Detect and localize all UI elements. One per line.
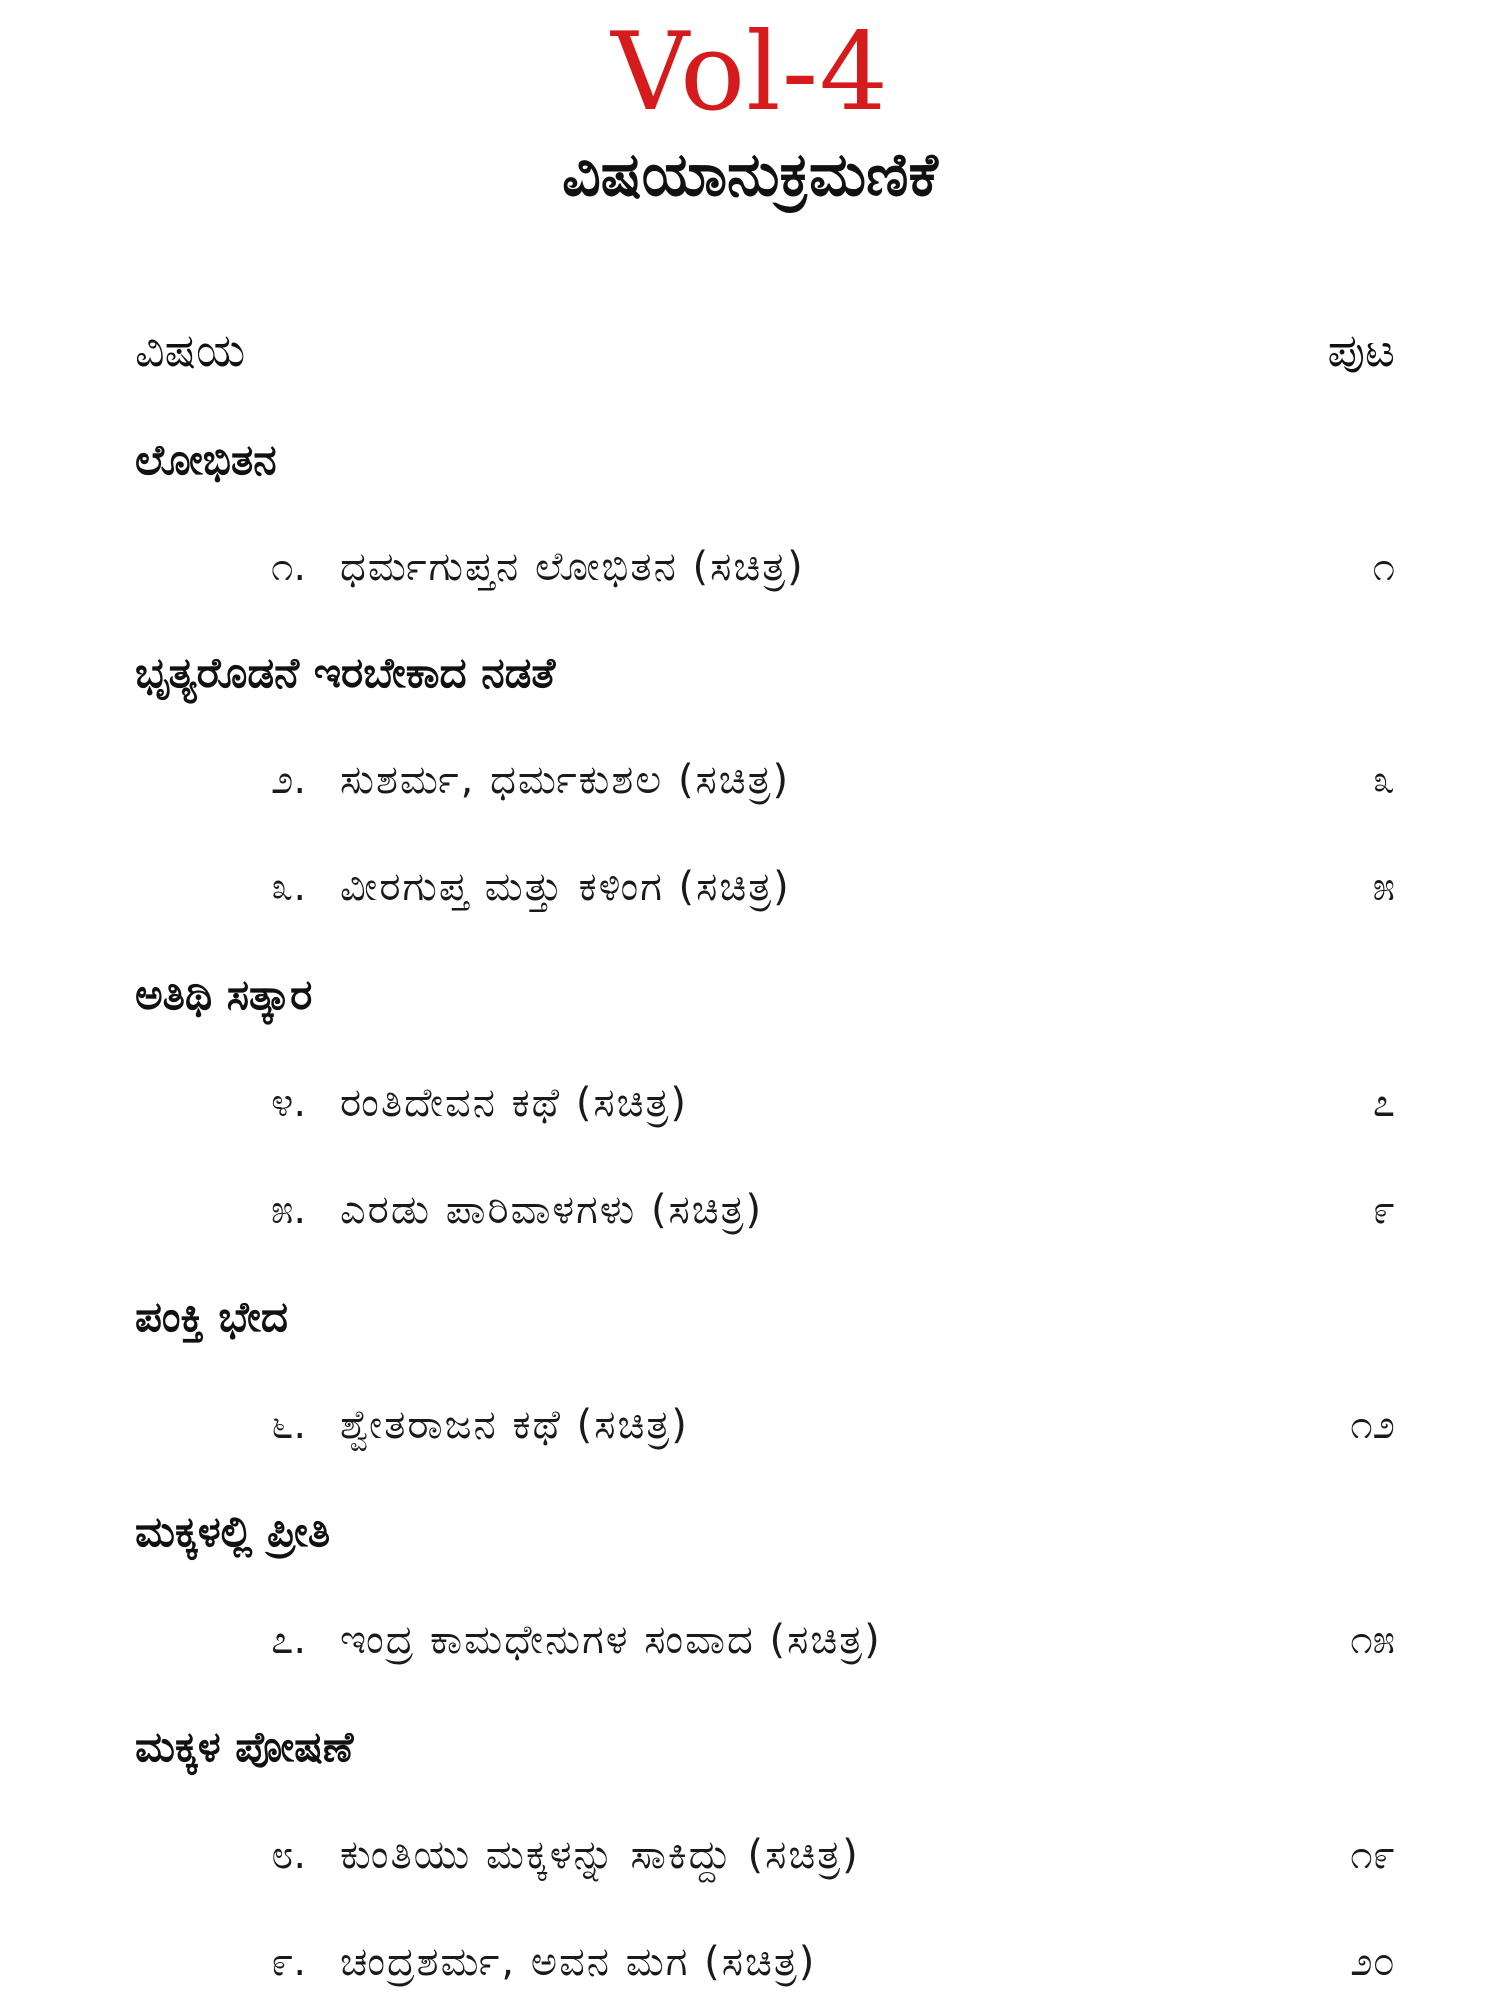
page-column-header: ಪುಟ — [1327, 323, 1395, 377]
toc-entry[interactable] — [135, 1927, 1395, 1997]
entry-number: ೮. — [271, 1832, 307, 1878]
entry-title: ರಂತಿದೇವನ ಕಥೆ (ಸಚಿತ್ರ) — [340, 1080, 689, 1126]
entry-number: ೬. — [271, 1402, 307, 1448]
entry-title: ಸುಶರ್ಮ, ಧರ್ಮಕುಶಲ (ಸಚಿತ್ರ) — [340, 757, 791, 803]
entry-title: ಧರ್ಮಗುಪ್ತನ ಲೋಭಿತನ (ಸಚಿತ್ರ) — [340, 544, 805, 590]
entry-page-number: ೧೯ — [1350, 1832, 1395, 1878]
entry-number: ೯. — [271, 1939, 307, 1985]
entry-page-number: ೨೦ — [1350, 1939, 1395, 1985]
toc-entry[interactable] — [135, 1390, 1395, 1460]
toc-heading: ವಿಷಯಾನುಕ್ರಮಣಿಕೆ — [562, 140, 938, 210]
toc-entry[interactable] — [135, 1820, 1395, 1890]
volume-title: Vol-4 — [611, 10, 889, 135]
entry-page-number: ೭ — [1372, 1080, 1395, 1126]
entry-title: ಇಂದ್ರ ಕಾಮಧೇನುಗಳ ಸಂವಾದ (ಸಚಿತ್ರ) — [340, 1617, 882, 1663]
entry-number: ೨. — [271, 757, 307, 803]
entry-title: ಶ್ವೇತರಾಜನ ಕಥೆ (ಸಚಿತ್ರ) — [340, 1402, 689, 1448]
section-title: ಪಂಕ್ತಿ ಭೇದ — [135, 1292, 288, 1341]
entry-number: ೪. — [271, 1080, 307, 1126]
entry-page-number: ೧೫ — [1350, 1617, 1395, 1663]
entry-title: ಎರಡು ಪಾರಿವಾಳಗಳು (ಸಚಿತ್ರ) — [340, 1187, 764, 1233]
section-title: ಲೋಭಿತನ — [135, 435, 277, 484]
toc-entry[interactable] — [135, 852, 1395, 922]
entry-page-number: ೯ — [1372, 1187, 1395, 1233]
entry-page-number: ೧೨ — [1350, 1402, 1395, 1448]
section-title: ಮಕ್ಕಳಲ್ಲಿ ಪ್ರೀತಿ — [135, 1507, 331, 1556]
section-title: ಮಕ್ಕಳ ಪೋಷಣೆ — [135, 1722, 354, 1771]
entry-number: ೩. — [271, 864, 307, 910]
toc-entry[interactable] — [135, 745, 1395, 815]
section-title: ಭೃತ್ಯರೊಡನೆ ಇರಬೇಕಾದ ನಡತೆ — [135, 648, 556, 697]
section-title: ಅತಿಥಿ ಸತ್ಕಾರ — [135, 970, 313, 1019]
entry-title: ಚಂದ್ರಶರ್ಮ, ಅವನ ಮಗ (ಸಚಿತ್ರ) — [340, 1939, 817, 1985]
entry-page-number: ೩ — [1372, 757, 1395, 803]
subject-column-header: ವಿಷಯ — [135, 323, 246, 377]
toc-entry[interactable] — [135, 532, 1395, 602]
entry-title: ವೀರಗುಪ್ತ ಮತ್ತು ಕಳಿಂಗ (ಸಚಿತ್ರ) — [340, 864, 791, 910]
entry-page-number: ೧ — [1372, 544, 1395, 590]
entry-number: ೧. — [271, 544, 307, 590]
entry-number: ೭. — [271, 1617, 307, 1663]
toc-entry[interactable] — [135, 1605, 1395, 1675]
entry-number: ೫. — [271, 1187, 307, 1233]
toc-entry[interactable] — [135, 1175, 1395, 1245]
entry-page-number: ೫ — [1372, 864, 1395, 910]
entry-title: ಕುಂತಿಯು ಮಕ್ಕಳನ್ನು ಸಾಕಿದ್ದು (ಸಚಿತ್ರ) — [340, 1832, 860, 1878]
toc-entry[interactable] — [135, 1068, 1395, 1138]
column-header-row — [135, 315, 1395, 385]
